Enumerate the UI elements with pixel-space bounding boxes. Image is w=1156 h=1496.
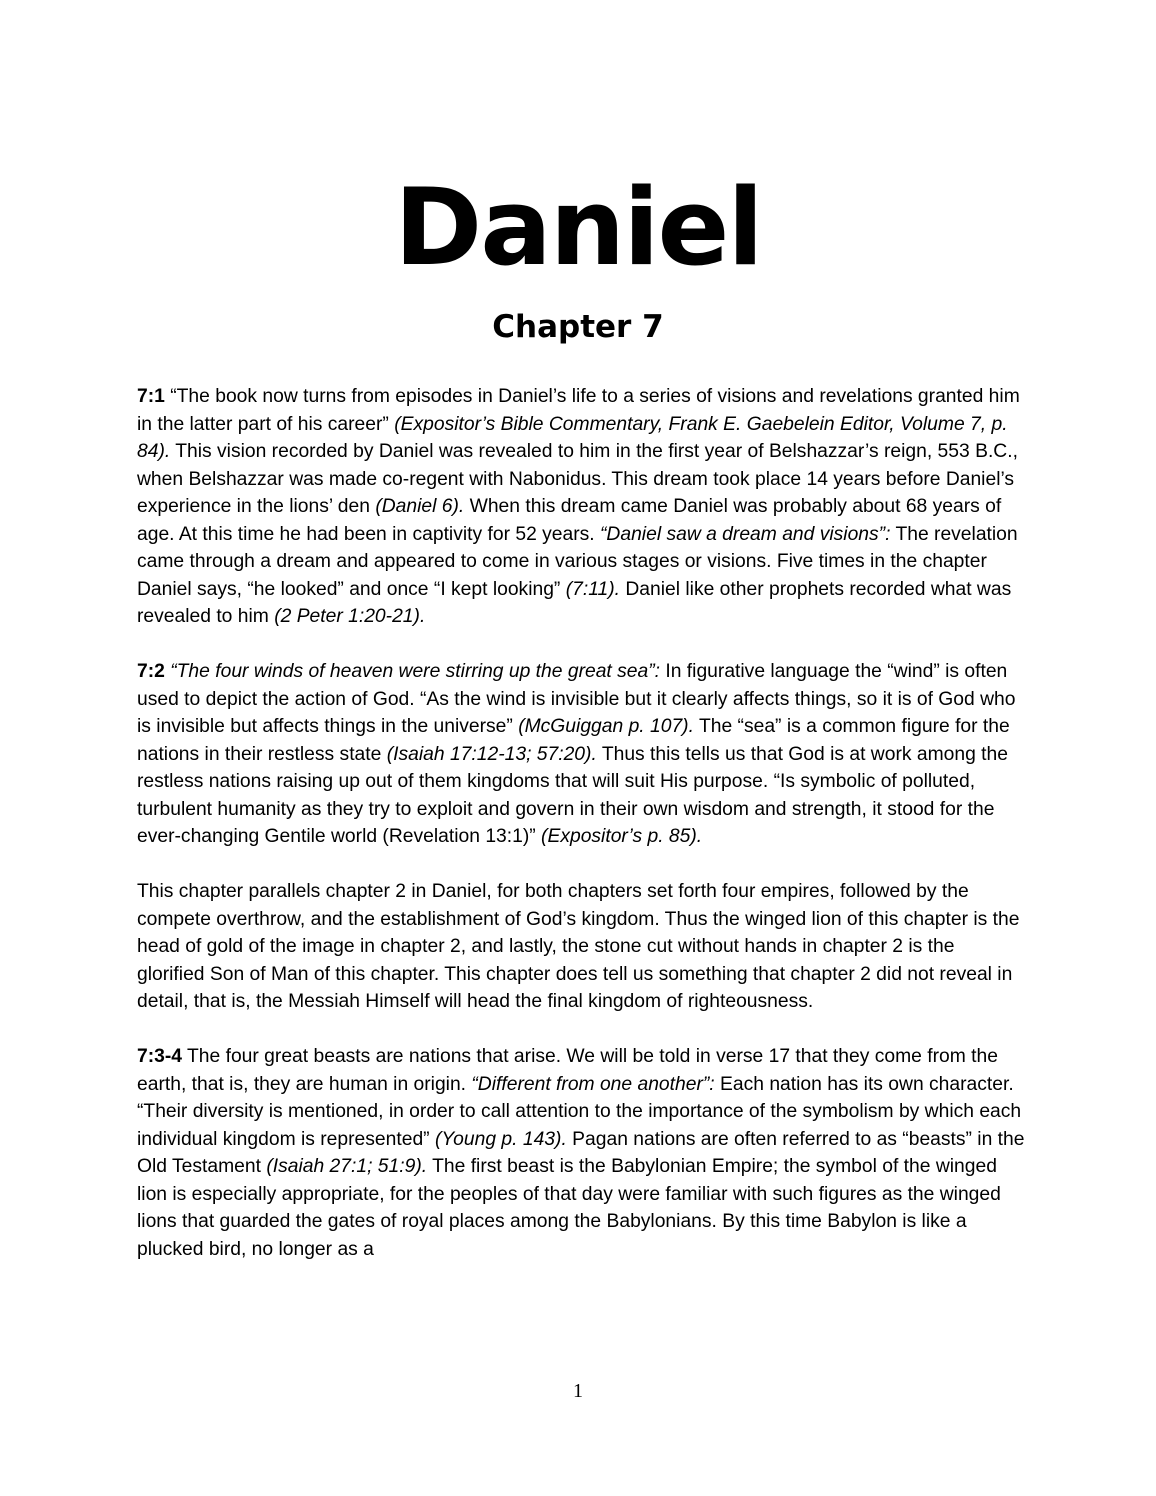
verse-reference: 7:3-4 (137, 1046, 183, 1067)
body-text (137, 383, 1027, 1291)
text-run: When this dream came Daniel was probably about 68 years of age. At this time he had been in captivity for 52 years. (137, 496, 1002, 545)
text-run: The first beast is the Babylonian Empire; the symbol of the winged lion is especially appropriate, for the peoples of that day were familiar with such figures as the winged lions that guarded the gates of royal places among the Babylonians. By this time Babylon is like a plucked bird, no longer as a (137, 1156, 1001, 1260)
citation: (Expositor’s p. 85). (541, 826, 703, 847)
text-run: “The book now turns from episodes in Daniel’s life to a series of visions and revelations granted him in the latter part of his career” (137, 386, 1020, 435)
verse-reference: 7:1 (137, 386, 165, 407)
verse-reference: 7:2 (137, 661, 165, 682)
citation: (7:11). (565, 578, 621, 600)
citation: (McGuiggan p. 107). (518, 716, 694, 737)
citation: (Isaiah 27:1; 51:9). (266, 1156, 428, 1177)
quotation: “Different from one another”: (471, 1073, 715, 1095)
text-run: This vision recorded by Daniel was revealed to him in the first year of Belshazzar’s reign, 553 B.C., when Belshazzar was made co-regent with Nabonidus. This dream took place 14 years before Daniel’s experience in the lions’ den (137, 441, 1018, 517)
page-number: 1 (573, 1380, 583, 1402)
text-run: Each nation has its own character. “Their diversity is mentioned, in order to call attention to the importance of the symbolism by which each individual kingdom is represented” (137, 1073, 1022, 1150)
paragraph-parallels (137, 878, 1027, 1016)
citation: (2 Peter 1:20-21). (274, 606, 426, 627)
text-run: Thus this tells us that God is at work among the restless nations raising up out of them kingdoms that will suit His purpose. “Is symbolic of polluted, turbulent humanity as they try to exploit and govern in their own wisdom and strength, it stood for the ever-changing Gentile world (Revelation 13:1)” (137, 743, 1008, 847)
text-run: In figurative language the “wind” is often used to depict the action of God. “As the wind is invisible but it clearly affects things, so it is of God who is invisible but affects things in the universe” (137, 661, 1016, 737)
citation: (Young p. 143). (434, 1128, 567, 1150)
document-title: Daniel (394, 166, 762, 289)
citation: (Isaiah 17:12-13; 57:20). (386, 743, 597, 765)
paragraph-7-1 (137, 383, 1027, 631)
text-run: The “sea” is a common figure for the nations in their restless state (137, 716, 1010, 765)
quotation: “Daniel saw a dream and visions”: (600, 523, 891, 545)
text-run: Daniel like other prophets recorded what was revealed to him (137, 578, 1012, 627)
text-run: This chapter parallels chapter 2 in Daniel, for both chapters set forth four empires, followed by the compete overthrow, and the establishment of God’s kingdom. Thus the winged lion of this chapter is the head of gold of the image in chapter 2, and lastly, the stone cut without hands in chapter 2 is the glorified Son of Man of this chapter. This chapter does tell us something that chapter 2 did not reveal in detail, that is, the Messiah Himself will head the final kingdom of righteousness. (137, 881, 1020, 1012)
citation: (Daniel 6). (375, 496, 465, 517)
paragraph-7-2 (137, 658, 1027, 851)
chapter-heading: Chapter 7 (492, 309, 664, 345)
quotation: “The four winds of heaven were stirring up the great sea”: (170, 661, 661, 682)
citation: (Expositor’s Bible Commentary, Frank E. Gaebelein Editor, Volume 7, p. 84). (137, 413, 1008, 462)
text-run: The four great beasts are nations that arise. We will be told in verse 17 that they come from the earth, that is, they are human in origin. (137, 1046, 998, 1095)
paragraph-7-3-4 (137, 1043, 1027, 1263)
text-run: The revelation came through a dream and appeared to come in various stages or visions. Five times in the chapter Daniel says, “he looked” and once “I kept looking” (137, 523, 1018, 600)
text-run: Pagan nations are often referred to as “beasts” in the Old Testament (137, 1128, 1025, 1177)
